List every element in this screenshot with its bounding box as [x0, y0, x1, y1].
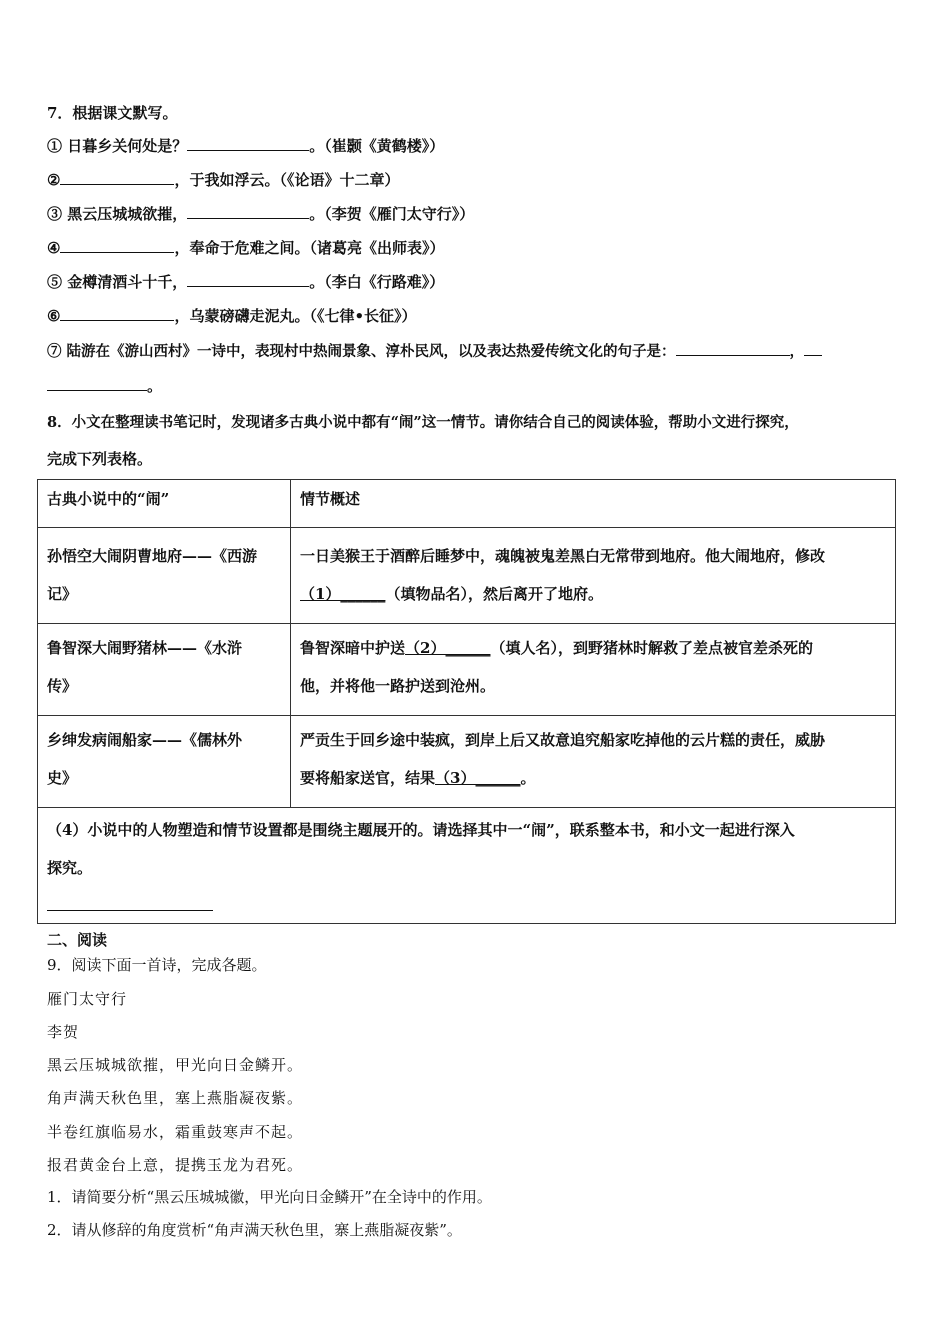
- answer-blank[interactable]: [187, 272, 309, 287]
- answer-blank[interactable]: [60, 306, 174, 321]
- table-cell: [291, 528, 896, 624]
- q7-item-3-text: ③ 黑云压城城欲摧，: [47, 205, 188, 223]
- q7-item-7-comma: ，: [789, 343, 805, 360]
- answer-blank[interactable]: （3）______: [435, 769, 521, 787]
- q7-item-7-end: 。: [147, 377, 163, 395]
- answer-blank[interactable]: （1）______: [300, 585, 386, 603]
- cell-line: 探究。: [47, 859, 93, 877]
- cell-line: 孙悟空大闹阴曹地府——《西游: [47, 547, 258, 565]
- cell-text: 。: [520, 769, 536, 787]
- q7-item-4-text: ④: [47, 239, 61, 257]
- cell-line: [300, 759, 886, 797]
- answer-blank[interactable]: [47, 376, 147, 391]
- q7-item-1-source: 。（崔颢《黄鹤楼》）: [309, 137, 445, 155]
- poem-line: 半卷红旗临易水，霜重鼓寒声不起。: [47, 1123, 304, 1141]
- answer-blank[interactable]: [60, 170, 174, 185]
- poem-line: 黑云压城城欲摧，甲光向日金鳞开。: [47, 1056, 304, 1074]
- q7-item-7: [47, 341, 822, 362]
- q9-sub2: 2．请从修辞的角度赏析“角声满天秋色里，寨上燕脂凝夜紫”。: [47, 1221, 462, 1239]
- q7-item-7-text: ⑦ 陆游在《游山西村》一诗中，表现村中热闹景象、淳朴民风，以及表达热爱传统文化的句子是：: [47, 343, 676, 360]
- q7-item-4-source: ，奉命于危难之间。（诸葛亮《出师表》）: [174, 239, 445, 257]
- poem-author: 李贺: [47, 1023, 80, 1041]
- table-header: 古典小说中的“闹”: [38, 480, 291, 528]
- table-cell: [291, 624, 896, 716]
- cell-line: 鲁智深大闹野猪林——《水浒: [47, 639, 243, 657]
- answer-blank[interactable]: [47, 894, 213, 911]
- q7-item-6-source: ，乌蒙磅礴走泥丸。（《七律•长征》）: [174, 307, 417, 325]
- q9-sub1: 1．请简要分析“黑云压城城徽，甲光向日金鳞开”在全诗中的作用。: [47, 1188, 492, 1206]
- q7-item-3: [47, 204, 474, 224]
- poem-title: 雁门太守行: [47, 990, 128, 1008]
- novel-table: [37, 479, 896, 924]
- cell-line: 一日美猴王于酒醉后睡梦中，魂魄被鬼差黑白无常带到地府。他大闹地府，修改: [300, 547, 826, 565]
- cell-line: [300, 629, 886, 667]
- table-row: [38, 716, 896, 808]
- cell-text: 鲁智深暗中护送: [300, 639, 406, 657]
- table-cell: [38, 716, 291, 808]
- cell-line: 记》: [47, 585, 78, 603]
- table-header: 情节概述: [291, 480, 896, 528]
- q7-item-7-cont: [47, 376, 162, 396]
- table-row: [38, 624, 896, 716]
- poem-line: 报君黄金台上意，提携玉龙为君死。: [47, 1156, 304, 1174]
- table-cell: [38, 624, 291, 716]
- answer-blank[interactable]: [187, 204, 309, 219]
- q7-item-2-source: ，于我如浮云。（《论语》十二章）: [174, 171, 400, 189]
- table-cell: [291, 716, 896, 808]
- q7-item-2: [47, 170, 399, 190]
- poem-line: 角声满天秋色里，塞上燕脂凝夜紫。: [47, 1089, 304, 1107]
- cell-line: [47, 887, 886, 919]
- q9-intro: 9．阅读下面一首诗，完成各题。: [47, 956, 267, 974]
- q7-item-6: [47, 306, 417, 326]
- cell-text: （填人名），到野猪林时解救了差点被官差杀死的: [490, 639, 813, 657]
- table-header-row: [38, 480, 896, 528]
- answer-blank[interactable]: [676, 341, 790, 356]
- cell-line: [300, 575, 886, 613]
- answer-blank[interactable]: [187, 136, 309, 151]
- q7-item-5-source: 。（李白《行路难》）: [309, 273, 445, 291]
- q7-item-1: [47, 136, 444, 156]
- q7-item-5-text: ⑤ 金樽清酒斗十千，: [47, 273, 188, 291]
- cell-text: 要将船家送官，结果: [300, 769, 436, 787]
- q8-intro-line1: 8．小文在整理读书笔记时，发现诸多古典小说中都有“闹”这一情节。请你结合自己的阅读体验，帮助小文进行探究，: [47, 414, 799, 431]
- table-cell: [38, 808, 896, 924]
- q7-item-5: [47, 272, 444, 292]
- cell-line: 史》: [47, 769, 78, 787]
- q7-item-2-text: ②: [47, 171, 61, 189]
- q7-item-4: [47, 238, 444, 258]
- answer-blank[interactable]: [804, 341, 822, 356]
- q7-title: 7．根据课文默写。: [47, 104, 178, 122]
- q7-item-1-text: ① 日暮乡关何处是？: [47, 137, 188, 155]
- cell-line: 严贡生于回乡途中装疯，到岸上后又故意追究船家吃掉他的云片糕的责任，威胁: [300, 731, 826, 749]
- cell-line: 乡绅发病闹船家——《儒林外: [47, 731, 243, 749]
- q7-item-3-source: 。（李贺《雁门太守行》）: [309, 205, 475, 223]
- cell-line: 他，并将他一路护送到沧州。: [300, 677, 496, 695]
- table-cell: [38, 528, 291, 624]
- q8-intro-line2: 完成下列表格。: [47, 450, 153, 468]
- table-row: [38, 808, 896, 924]
- q7-item-6-text: ⑥: [47, 307, 61, 325]
- answer-blank[interactable]: （2）______: [405, 639, 491, 657]
- cell-text: （填物品名），然后离开了地府。: [385, 585, 603, 603]
- table-row: [38, 528, 896, 624]
- section-title: 二、阅读: [47, 931, 108, 949]
- cell-line: （4）小说中的人物塑造和情节设置都是围绕主题展开的。请选择其中一“闹”，联系整本书，和小文一起进行深入: [47, 821, 795, 839]
- answer-blank[interactable]: [60, 238, 174, 253]
- cell-line: 传》: [47, 677, 78, 695]
